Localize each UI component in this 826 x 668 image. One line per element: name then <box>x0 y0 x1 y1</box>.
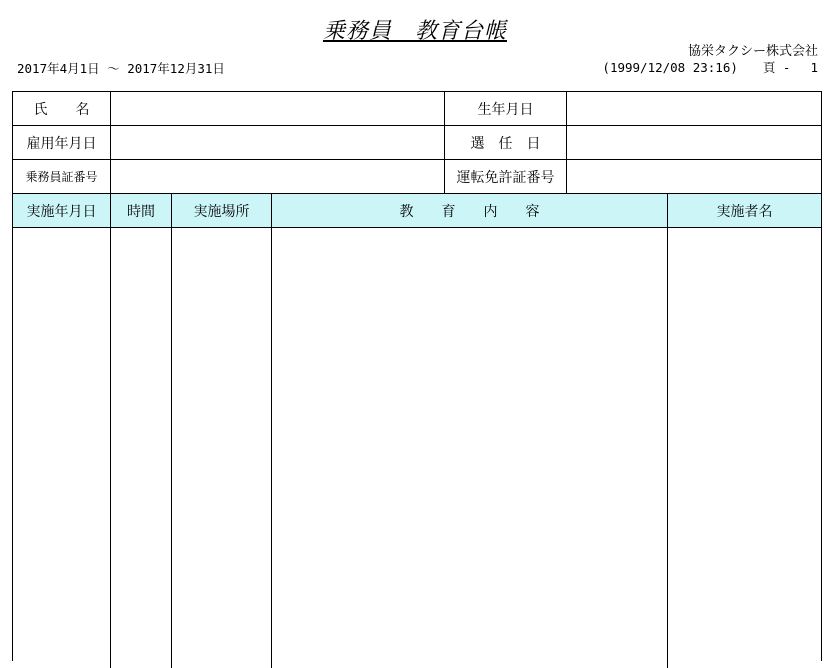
place-column[interactable] <box>172 228 272 668</box>
time-column[interactable] <box>111 228 172 668</box>
license-number-field[interactable] <box>567 160 821 194</box>
content-column[interactable] <box>272 228 668 668</box>
col-header-time: 時間 <box>111 194 172 228</box>
col-header-instructor: 実施者名 <box>668 194 821 228</box>
name-field[interactable] <box>111 92 445 126</box>
hire-date-field[interactable] <box>111 126 445 160</box>
col-header-place: 実施場所 <box>172 194 272 228</box>
company-name: 協栄タクシー株式会社 <box>687 44 818 59</box>
appointment-date-field[interactable] <box>567 126 821 160</box>
col-header-content: 教 育 内 容 <box>272 194 668 228</box>
birth-date-field[interactable] <box>567 92 821 126</box>
birth-date-label: 生年月日 <box>445 92 567 126</box>
page-title: 乗務員 教育台帳 <box>322 19 507 44</box>
crew-id-field[interactable] <box>111 160 445 194</box>
education-ledger-grid <box>12 91 822 661</box>
name-label: 氏 名 <box>13 92 111 126</box>
crew-id-label: 乗務員証番号 <box>13 160 111 194</box>
license-number-label: 運転免許証番号 <box>445 160 567 194</box>
appointment-date-label: 選 任 日 <box>445 126 567 160</box>
period-range: 2017年4月1日 ～ 2017年12月31日 <box>17 61 225 76</box>
hire-date-label: 雇用年月日 <box>13 126 111 160</box>
print-info: (1999/12/08 23:16) 頁 - 1 <box>602 60 818 75</box>
col-header-date: 実施年月日 <box>13 194 111 228</box>
date-column[interactable] <box>13 228 111 668</box>
instructor-column[interactable] <box>668 228 821 668</box>
